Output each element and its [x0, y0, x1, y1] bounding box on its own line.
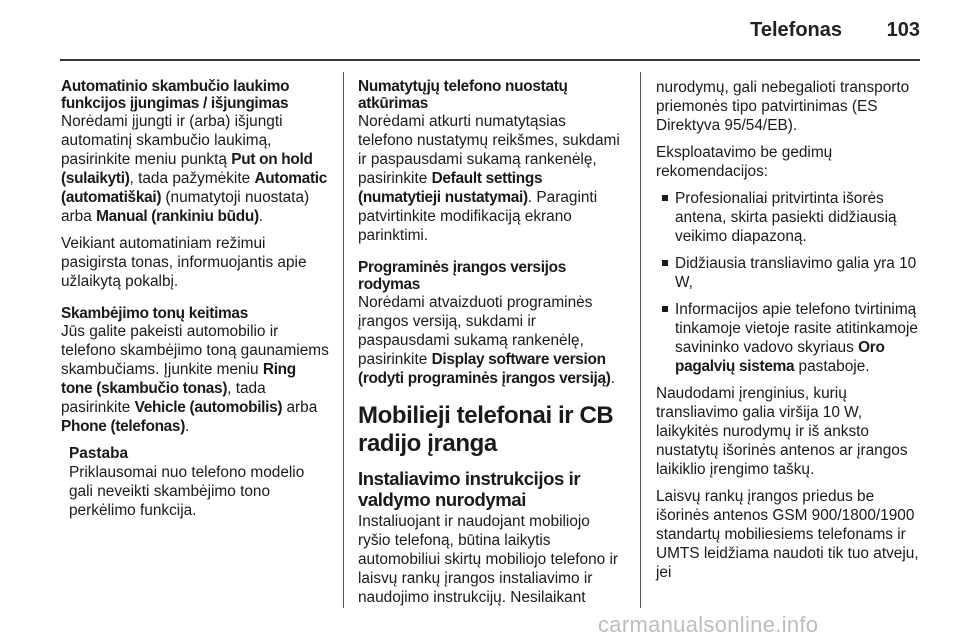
section-heading: Programinės įrangos versijos rodymas: [358, 259, 567, 293]
chapter-heading: Mobilieji telefonai ir CB radijo įranga: [358, 402, 614, 457]
bullet-list: [656, 189, 926, 376]
column-3: [656, 78, 926, 590]
list-item: Profesionaliai pritvirtinta išorės antena, skirta pasiekti didžiausią veikimo diapazoną.: [656, 189, 926, 246]
note-text: Priklausomai nuo telefono modelio gali neveikti skambėjimo tono perkėlimo funkcija.: [69, 464, 305, 519]
paragraph: Norėdami įjungti ir (arba) išjungti automatinį skambučio laukimą, pasirinkite meniu punktą Put on hold (sulaikyti), tada pažymėkite Automatic (automatiškai) (numatytoji nuostata) arba Manual (rankiniu būdu).: [61, 113, 328, 225]
note-box: [69, 444, 331, 520]
column-divider: [343, 72, 344, 608]
subsection-heading: Instaliavimo instrukcijos ir valdymo nurodymai: [358, 468, 581, 510]
watermark: carmanualsonline.info: [598, 612, 819, 637]
column-1: [61, 78, 331, 528]
page-header: [0, 0, 960, 60]
bullet-square-icon: [662, 195, 668, 201]
menu-term: Default settings (numatytieji nustatymai): [358, 170, 543, 206]
section-heading: Automatinio skambučio laukimo funkcijos įjungimas / išjungimas: [61, 78, 290, 112]
section-heading: Skambėjimo tonų keitimas: [61, 305, 248, 322]
menu-term: Manual (rankiniu būdu): [96, 208, 259, 225]
menu-term: Ring tone (skambučio tonas): [61, 361, 296, 397]
page-title: Telefonas: [750, 19, 842, 41]
menu-term: Phone (telefonas): [61, 418, 186, 435]
paragraph: Veikiant automatiniam režimui pasigirsta tonas, informuojantis apie užlaikytą pokalbį.: [61, 235, 307, 290]
paragraph: Eksploatavimo be gedimų rekomendacijos:: [656, 144, 833, 180]
paragraph: Instaliuojant ir naudojant mobiliojo ryšio telefoną, būtina laikytis automobiliui skirtų mobiliojo telefono ir laisvų rankų įrangos instaliavimo ir naudojimo instrukcijų. Nesilaikant: [358, 513, 619, 606]
menu-term: Vehicle (automobilis): [134, 399, 283, 416]
column-2: [358, 78, 624, 615]
menu-term: Display software version (rodyti programinės įrangos versiją): [358, 351, 611, 387]
paragraph: Jūs galite pakeisti automobilio ir telefono skambėjimo toną gaunamiems skambučiams. Įjunkite meniu Ring tone (skambučio tonas), tada pasirinkite Vehicle (automobilis) arba Phone (telefonas).: [61, 323, 329, 435]
bullet-square-icon: [662, 260, 668, 266]
list-item: Informacijos apie telefono tvirtinimą tinkamoje vietoje rasite atitinkamoje savininko vadovo skyriaus Oro pagalvių sistema pastaboje.: [656, 300, 926, 376]
paragraph: Norėdami atkurti numatytąsias telefono nustatymų reikšmes, sukdami ir paspausdami sukamą rankenėlę, pasirinkite Default settings (numatytieji nustatymai). Paraginti patvirtinkite modifikaciją ekrano parinktimi.: [358, 113, 620, 244]
note-title: Pastaba: [69, 445, 129, 462]
section-heading: Numatytųjų telefono nuostatų atkūrimas: [358, 78, 568, 112]
menu-term: Put on hold (sulaikyti): [61, 151, 313, 187]
menu-term: Automatic (automatiškai): [61, 170, 328, 206]
list-item: Didžiausia transliavimo galia yra 10 W,: [656, 254, 926, 292]
bullet-square-icon: [662, 306, 668, 312]
page-number: 103: [886, 19, 920, 41]
column-divider: [640, 72, 641, 608]
header-rule: [60, 59, 920, 61]
paragraph: Laisvų rankų įrangos priedus be išorinės antenos GSM 900/1800/1900 standartų mobiliesiems telefonams ir UMTS leidžiama naudoti tik tuo atveju, jei: [656, 488, 919, 581]
paragraph: Naudodami įrenginius, kurių transliavimo galia viršija 10 W, laikykitės nurodymų ir iš anksto nustatytų išorinės antenos ar įrangos laikiklio įrengimo taškų.: [656, 385, 908, 478]
menu-term: Oro pagalvių sistema: [675, 339, 885, 375]
paragraph: nurodymų, gali nebegalioti transporto priemonės tipo patvirtinimas (ES Direktyva 95/54/EB).: [656, 79, 910, 134]
paragraph: Norėdami atvaizduoti programinės įrangos versiją, sukdami ir paspausdami sukamą rankenėlę, pasirinkite Display software version (rodyti programinės įrangos versiją).: [358, 294, 615, 387]
